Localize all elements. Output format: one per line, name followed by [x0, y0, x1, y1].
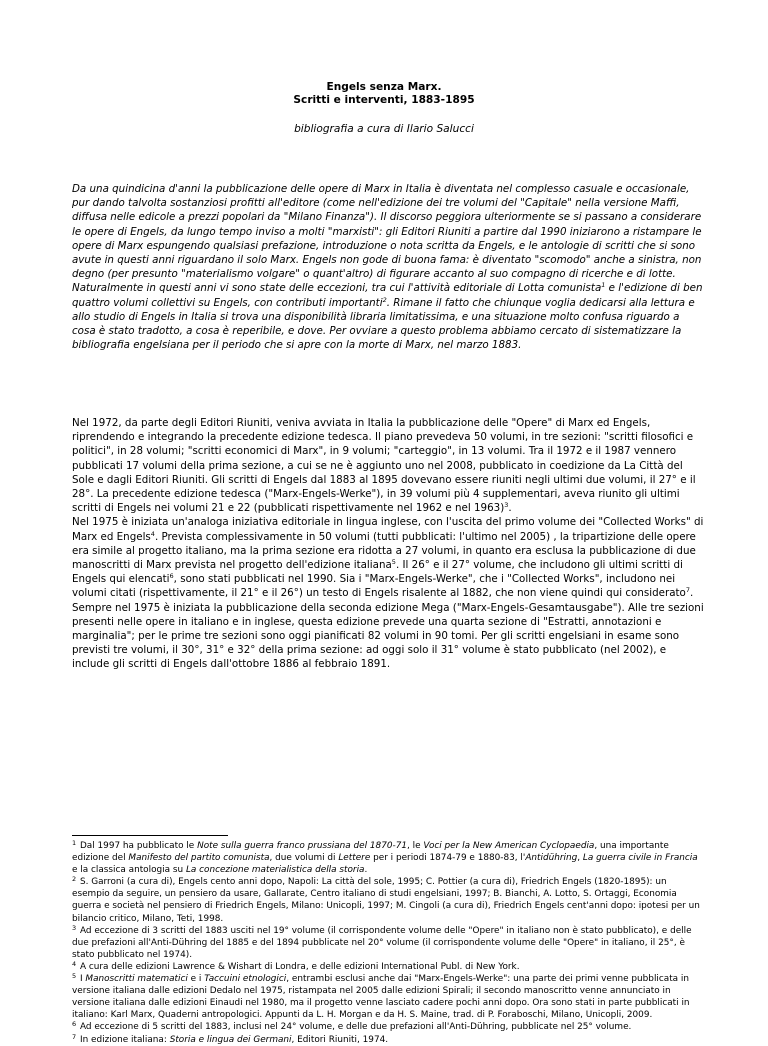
footnote-ref-2[interactable]: 2	[382, 295, 387, 304]
footnote-5: $^5$ I Manoscritti matematici e i Taccuini etnologici, entrambi esclusi anche dai "Marx-Engels-Werke": una parte dei primi venne pubblicata in versione italiana dalle edizioni Dedalo nel 1975, ristampata nel 2005 dalle edizioni Spirali; il secondo manoscritto venne annunciato in versione italiana dalle edizioni Einaudi nel 1980, ma il progetto venne lasciato cadere pochi anni dopo. Ora sono stati in parte pubblicati in italiano: Karl Marx, Quaderni antropologici. Appunti da L. H. Morgan e da H. S. Maine, trad. di P. Foraboschi, Milano, Unicopli, 2009.	[72, 972, 690, 1021]
footnote-7: $^7$ In edizione italiana: Storia e lingua dei Germani, Editori Riuniti, 1974.	[72, 1032, 389, 1045]
paragraph-mega: Sempre nel 1975 è iniziata la pubblicazione della seconda edizione Mega ("Marx-Engels-Gesamtausgabe"). Alle tre sezioni presenti nelle opere in italiano e in inglese, questa edizione prevede una quarta sezione di "Estratti, annotazioni e marginalia"; per le prime tre sezioni sono oggi pianificati 82 volumi in 90 tomi. Per gli scritti engelsiani in esame sono previsti tre volumi, il 30°, 31° e 32° della prima sezione: ad oggi solo il 31° volume è stato pubblicato (nel 2002), e include gli scritti di Engels dall'ottobre 1886 al febbraio 1891.	[72, 601, 704, 671]
title-line-1: Engels senza Marx.	[326, 81, 442, 93]
footnote-ref-7[interactable]: 7	[685, 586, 690, 595]
footnote-3: $^3$ Ad eccezione di 3 scritti del 1883 usciti nel 19° volume (il corrispondente volume delle "Opere" in italiano non è stato pubblicato), e delle due prefazioni all'Anti-Dühring del 1885 e del 1894 pubblicate nel 20° volume (il corrispondente volume delle "Opere" in italiano, il 25°, è stato pubblicato nel 1974).	[72, 923, 692, 960]
curator-line: bibliografia a cura di Ilario Salucci	[294, 123, 474, 135]
footnote-ref-6[interactable]: 6	[169, 572, 174, 581]
footnote-6: $^6$ Ad eccezione di 5 scritti del 1883, inclusi nel 24° volume, e delle due prefazioni all'Anti-Dühring, pubblicate nel 25° volume.	[72, 1020, 632, 1033]
footnote-ref-1[interactable]: 1	[601, 281, 606, 290]
footnote-ref-3[interactable]: 3	[504, 501, 509, 510]
footnote-2: $^2$ S. Garroni (a cura di), Engels cento anni dopo, Napoli: La città del sole, 1995; C. Pottier (a cura di), Friedrich Engels (1820-1895): un esempio da seguire, un pensiero da usare, Gallarate, Centro italiano di studi engelsiani, 1997; B. Bianchi, A. Lotto, S. Ortaggi, Economia guerra e società nel pensiero di Friedrich Engels, Milano: Unicopli, 1997; M. Cingoli (a cura di), Friedrich Engels cent'anni dopo: ipotesi per un bilancio critico, Milano, Teti, 1998.	[72, 875, 700, 924]
footnote-separator	[72, 835, 228, 836]
footnote-1: $^1$ Dal 1997 ha pubblicato le Note sulla guerra franco prussiana del 1870-71, le Voci per la New American Cyclopaedia, una importante edizione del Manifesto del partito comunista, due volumi di Lettere per i periodi 1874-79 e 1880-83, l'Antidühring, La guerra civile in Francia e la classica antologia su La concezione materialistica della storia.	[72, 839, 698, 876]
footnote-ref-5[interactable]: 5	[391, 558, 396, 567]
paragraph-opere-1972: Nel 1972, da parte degli Editori Riuniti, veniva avviata in Italia la pubblicazione delle "Opere" di Marx ed Engels, riprendendo e integrando la precedente edizione tedesca. Il piano prevedeva 50 volumi, in tre sezioni: "scritti filosofici e politici", in 28 volumi; "scritti economici di Marx", in 9 volumi; "carteggio", in 13 volumi. Tra il 1972 e il 1987 vennero pubblicati 17 volumi della prima sezione, a cui se ne è aggiunto uno nel 2008, pubblicato in coedizione da La Città del Sole e dagli Editori Riuniti. Gli scritti di Engels dal 1883 al 1895 dovevano essere riuniti negli ultimi due volumi, il 27° e il 28°. La precedente edizione tedesca ("Marx-Engels-Werke"), in 39 volumi più 4 supplementari, aveva riunito gli ultimi scritti di Engels nei volumi 21 e 22 (pubblicati rispettivamente nel 1962 e nel 1963)$^3$.	[72, 417, 696, 515]
paragraph-collected-works: Nel 1975 è iniziata un'analoga iniziativa editoriale in lingua inglese, con l'uscita del primo volume dei "Collected Works" di Marx ed Engels$^4$. Prevista complessivamente in 50 volumi (tutti pubblicati: l'ultimo nel 2005) , la tripartizione delle opere era simile al progetto italiano, ma la prima sezione era ridotta a 27 volumi, in quanto era esclusa la pubblicazione di due manoscritti di Marx prevista nel progetto dell'edizione italiana$^5$. Il 26° e il 27° volume, che includono gli ultimi scritti di Engels qui elencati$^6$, sono stati pubblicati nel 1990. Sia i "Marx-Engels-Werke", che i "Collected Works", includono nei volumi citati (rispettivamente, il 21° e il 26°) un testo di Engels risalente al 1882, che non viene quindi qui considerato$^7$.	[72, 516, 704, 600]
footnote-4: $^4$ A cura delle edizioni Lawrence & Wishart di Londra, e delle edizioni International Publ. di New York.	[72, 959, 520, 972]
body-text	[72, 416, 704, 672]
intro-paragraph: Da una quindicina d'anni la pubblicazione delle opere di Marx in Italia è diventata nel complesso casuale e occasionale, pur dando talvolta sostanziosi profitti all'editore (come nell'edizione dei tre volumi del "Capitale" nella versione Maffi, diffusa nelle edicole a prezzi popolari da "Milano Finanza"). Il discorso peggiora ulteriormente se si passano a considerare le opere di Engels, da lungo tempo inviso a molti "marxisti": gli Editori Riuniti a partire dal 1990 iniziarono a ristampare le opere di Marx espungendo qualsiasi prefazione, introduzione o nota scritta da Engels, e le antologie di scritti che si sono avute in questi anni riguardano il solo Marx. Engels non gode di buona fama: è diventato "scomodo" anche a sinistra, non degno (per presunto "materialismo volgare" o quant'altro) di figurare accanto al suo compagno di ricerche e di lotte. Naturalmente in questi anni vi sono state delle eccezioni, tra cui l'attività editoriale di Lotta comunista$^1$ e l'edizione di ben quattro volumi collettivi su Engels, con contributi importanti$^2$. Rimane il fatto che chiunque voglia dedicarsi alla lettura e allo studio di Engels in Italia si trova una disponibilità libraria limitatissima, e una situazione molto confusa riguardo a cosa è stato tradotto, a cosa è reperibile, e dove. Per ovviare a questo problema abbiamo cercato di sistematizzare la bibliografia engelsiana per il periodo che si apre con la morte di Marx, nel marzo 1883.	[72, 183, 703, 352]
document-title	[0, 81, 768, 107]
title-line-2: Scritti e interventi, 1883-1895	[293, 94, 475, 106]
footnotes	[72, 840, 704, 1046]
footnote-ref-4[interactable]: 4	[150, 529, 155, 538]
